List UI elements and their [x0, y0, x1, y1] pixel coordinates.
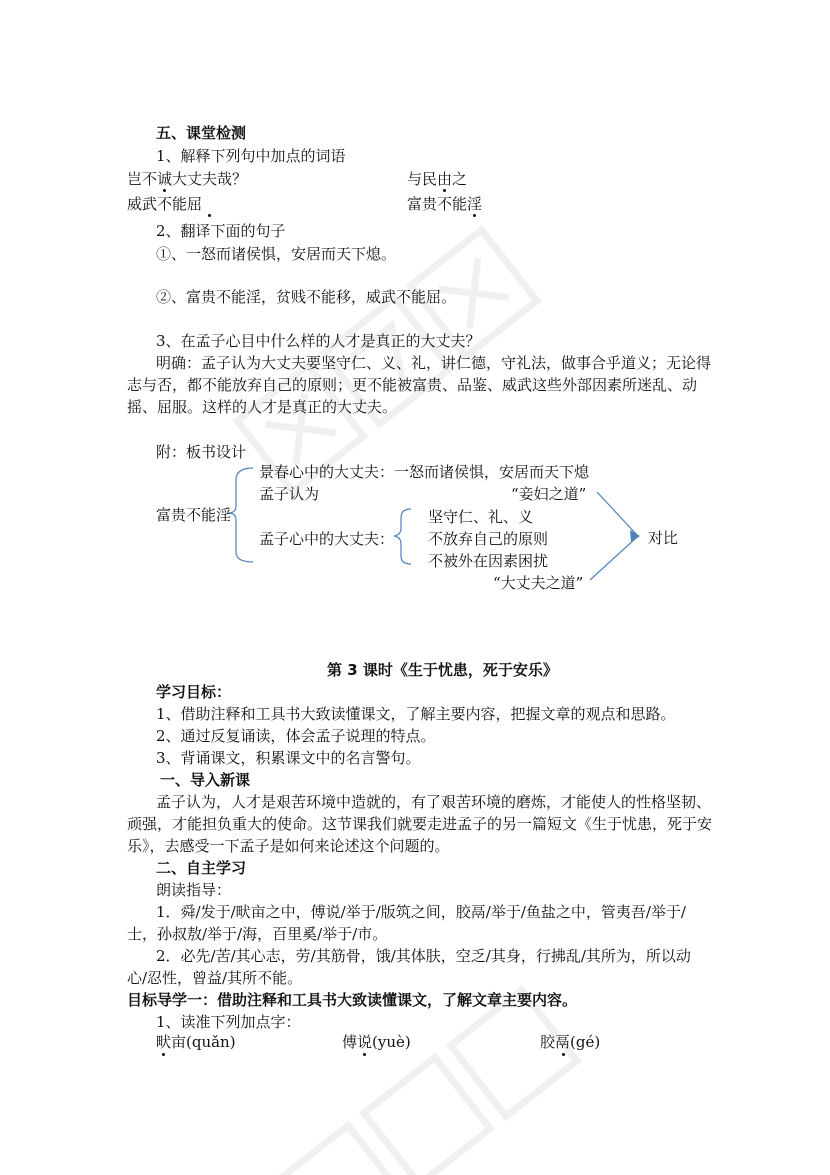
emphasis-dot	[562, 1053, 565, 1056]
q1-item-2: 与民由之	[407, 170, 468, 188]
goal-item: 1、借助注释和工具书大致读懂课文，了解主要内容，把握文章的观点和思路。	[156, 705, 676, 723]
pron-item: 傅说(yuè)	[342, 1033, 411, 1051]
question-1: 1、解释下列句中加点的词语	[156, 147, 346, 165]
reading-label: 朗读指导：	[156, 881, 232, 899]
goal-item: 3、背诵课文，积累课文中的名言警句。	[156, 749, 421, 767]
board-branch-2: 孟子心中的大丈夫：	[259, 530, 395, 548]
reading-line: 1．舜/发于/畎亩之中，傅说/举于/版筑之间，胶鬲/举于/鱼盐之中，管夷吾/举于/	[156, 903, 686, 921]
goal-item: 2、通过反复诵读，体会孟子说理的特点。	[156, 727, 436, 745]
answer-line: 摇、屈服。这样的人才是真正的大丈夫。	[127, 398, 398, 416]
emphasis-dot	[363, 1053, 366, 1056]
reading-line: 士，孙叔敖/举于/海，百里奚/举于/市。	[127, 925, 388, 943]
intro-line: 孟子认为，人才是艰苦环境中造就的，有了艰苦环境的磨炼，才能使人的性格坚韧、	[156, 793, 712, 811]
intro-heading: 一、导入新课	[160, 771, 251, 789]
pron-item: 胶鬲(gé)	[540, 1033, 601, 1051]
emphasis-dot	[162, 1053, 165, 1056]
reading-line: 心/忍性，曾益/其所不能。	[127, 969, 303, 987]
goals-heading: 学习目标：	[156, 683, 232, 701]
answer-line: 志与否，都不能放弃自己的原则；更不能被富贵、品鉴、威武这些外部因素所迷乱、动	[127, 376, 698, 394]
reading-line: 2．必先/苦/其心志，劳/其筋骨，饿/其体肤，空乏/其身，行拂乱/其所为，所以动	[156, 947, 691, 965]
pron-item: 畎亩(quǎn)	[156, 1033, 236, 1051]
answer-line: 明确：孟子认为大丈夫要坚守仁、义、礼，讲仁德，守礼法，做事合乎道义；无论得	[156, 354, 712, 372]
q2-item-1: ①、一怒而诸侯惧，安居而天下熄。	[156, 245, 397, 263]
board-branch-1b: 孟子认为	[259, 485, 320, 503]
pronunciation-label: 1、读准下列加点字：	[156, 1013, 301, 1031]
q1-item-3: 威武不能屈	[127, 195, 203, 213]
section-heading: 五、课堂检测	[156, 124, 247, 142]
board-compare: 对比	[648, 529, 679, 547]
board-tag-1: “妾妇之道”	[511, 485, 587, 503]
lesson-title: 第 3 课时《生于忧患，死于安乐》	[327, 661, 558, 679]
question-2: 2、翻译下面的句子	[156, 222, 286, 240]
board-branch-1: 景春心中的大丈夫：一怒而诸侯惧，安居而天下熄	[259, 463, 590, 481]
board-sub-item: 不被外在因素困扰	[428, 552, 549, 570]
board-sub-item: 不放弃自己的原则	[428, 530, 549, 548]
board-root: 富贵不能淫	[156, 506, 232, 524]
intro-line: 乐》，去感受一下孟子是如何来论述这个问题的。	[127, 837, 450, 855]
q1-item-1: 岂不诚大丈夫哉？	[127, 170, 248, 188]
q1-item-4: 富贵不能淫	[407, 195, 483, 213]
q2-item-2: ②、富贵不能淫，贫贱不能移，威武不能屈。	[156, 288, 457, 306]
board-tag-2: “大丈夫之道”	[493, 574, 584, 592]
board-sub-item: 坚守仁、礼、义	[428, 508, 534, 526]
intro-line: 顽强，才能担负重大的使命。这节课我们就要走进孟子的另一篇短文《生于忧患，死于安	[127, 815, 713, 833]
self-study-heading: 二、自主学习	[156, 859, 247, 877]
question-3: 3、在孟子心目中什么样的人才是真正的大丈夫？	[156, 332, 481, 350]
board-title: 附：板书设计	[156, 443, 247, 461]
guide-heading: 目标导学一：借助注释和工具书大致读懂课文，了解文章主要内容。	[127, 991, 578, 1009]
